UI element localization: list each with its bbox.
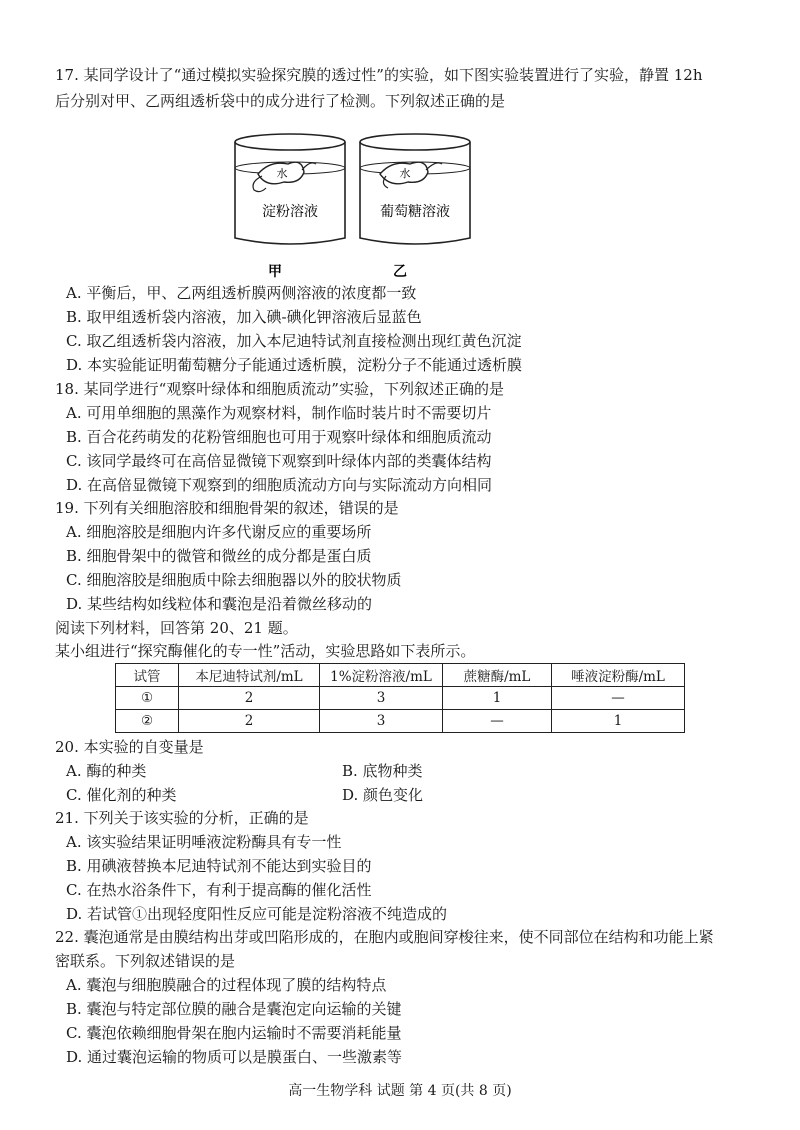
beaker-jia (235, 134, 345, 244)
caption-yi: 乙 (393, 264, 407, 280)
q21-option-a: A. 该实验结果证明唾液淀粉酶具有专一性 (66, 833, 342, 851)
table-cell: — (443, 710, 552, 733)
table-cell: 2 (179, 687, 320, 710)
table-row (116, 710, 685, 733)
q18-option-a: A. 可用单细胞的黑藻作为观察材料，制作临时装片时不需要切片 (66, 404, 492, 422)
q17-option-a: A. 平衡后，甲、乙两组透析膜两侧溶液的浓度都一致 (66, 284, 417, 302)
q19-option-d: D. 某些结构如线粒体和囊泡是沿着微丝移动的 (66, 595, 373, 613)
table-cell: 3 (320, 687, 443, 710)
q17-option-c: C. 取乙组透析袋内溶液，加入本尼迪特试剂直接检测出现红黄色沉淀 (66, 332, 522, 350)
q20-stem: 20. 本实验的自变量是 (55, 738, 204, 756)
q22-option-b: B. 囊泡与特定部位膜的融合是囊泡定向运输的关键 (66, 1000, 402, 1018)
q18-stem: 18. 某同学进行“观察叶绿体和细胞质流动”实验，下列叙述正确的是 (55, 380, 504, 398)
page-footer: 高一生物学科 试题 第 4 页(共 8 页) (288, 1083, 512, 1099)
table-cell: 1 (552, 710, 685, 733)
q19-option-a: A. 细胞溶胶是细胞内许多代谢反应的重要场所 (66, 523, 372, 541)
q22-stem-line1: 22. 囊泡通常是由膜结构出芽或凹陷形成的，在胞内或胞间穿梭往来，使不同部位在结构和功能上紧 (55, 928, 714, 946)
q22-option-a: A. 囊泡与细胞膜融合的过程体现了膜的结构特点 (66, 976, 387, 994)
right-solution-label: 葡萄糖溶液 (380, 204, 450, 220)
table-header-row (116, 664, 685, 687)
table-header-cell: 唾液淀粉酶/mL (552, 664, 685, 687)
table-cell: ② (116, 710, 179, 733)
q17-option-d: D. 本实验能证明葡萄糖分子能通过透析膜，淀粉分子不能通过透析膜 (66, 356, 523, 374)
q21-option-b: B. 用碘液替换本尼迪特试剂不能达到实验目的 (66, 857, 372, 875)
q21-option-d: D. 若试管①出现轻度阳性反应可能是淀粉溶液不纯造成的 (66, 905, 448, 923)
material-description: 某小组进行“探究酶催化的专一性”活动，实验思路如下表所示。 (55, 642, 476, 660)
q18-option-b: B. 百合花药萌发的花粉管细胞也可用于观察叶绿体和细胞质流动 (66, 428, 492, 446)
q22-option-d: D. 通过囊泡运输的物质可以是膜蛋白、一些激素等 (66, 1048, 403, 1066)
right-bag-label: 水 (399, 167, 411, 180)
q17-stem-line2: 后分别对甲、乙两组透析袋中的成分进行了检测。下列叙述正确的是 (55, 92, 506, 110)
q22-option-c: C. 囊泡依赖细胞骨架在胞内运输时不需要消耗能量 (66, 1024, 402, 1042)
q19-stem: 19. 下列有关细胞溶胶和细胞骨架的叙述，错误的是 (55, 499, 399, 517)
table-cell: 1 (443, 687, 552, 710)
q20-option-d: D. 颜色变化 (342, 786, 424, 804)
table-header-cell: 1%淀粉溶液/mL (320, 664, 443, 687)
q21-stem: 21. 下列关于该实验的分析，正确的是 (55, 809, 309, 827)
material-intro: 阅读下列材料，回答第 20、21 题。 (55, 619, 298, 637)
beaker-yi (360, 134, 470, 244)
table-cell: 2 (179, 710, 320, 733)
left-solution-label: 淀粉溶液 (262, 204, 318, 220)
table-header-cell: 蔗糖酶/mL (443, 664, 552, 687)
experiment-table (115, 663, 685, 733)
caption-jia: 甲 (268, 264, 282, 280)
q17-option-b: B. 取甲组透析袋内溶液，加入碘-碘化钾溶液后显蓝色 (66, 308, 422, 326)
q20-option-b: B. 底物种类 (342, 762, 423, 780)
table-header-cell: 试管 (116, 664, 179, 687)
q20-option-a: A. 酶的种类 (66, 762, 147, 780)
table-row (116, 687, 685, 710)
dialysis-experiment-figure (230, 130, 480, 280)
q22-stem-line2: 密联系。下列叙述错误的是 (55, 952, 236, 970)
q19-option-b: B. 细胞骨架中的微管和微丝的成分都是蛋白质 (66, 547, 372, 565)
q19-option-c: C. 细胞溶胶是细胞质中除去细胞器以外的胶状物质 (66, 571, 402, 589)
left-bag-label: 水 (276, 167, 288, 180)
table-cell: 3 (320, 710, 443, 733)
table-cell: ① (116, 687, 179, 710)
table-header-cell: 本尼迪特试剂/mL (179, 664, 320, 687)
q18-option-c: C. 该同学最终可在高倍显微镜下观察到叶绿体内部的类囊体结构 (66, 452, 492, 470)
q20-option-c: C. 催化剂的种类 (66, 786, 177, 804)
q21-option-c: C. 在热水浴条件下，有利于提高酶的催化活性 (66, 881, 372, 899)
q17-stem-line1: 17. 某同学设计了“通过模拟实验探究膜的透过性”的实验，如下图实验装置进行了实验，静置 12h (55, 66, 703, 84)
q18-option-d: D. 在高倍显微镜下观察到的细胞质流动方向与实际流动方向相同 (66, 476, 493, 494)
table-cell: — (552, 687, 685, 710)
